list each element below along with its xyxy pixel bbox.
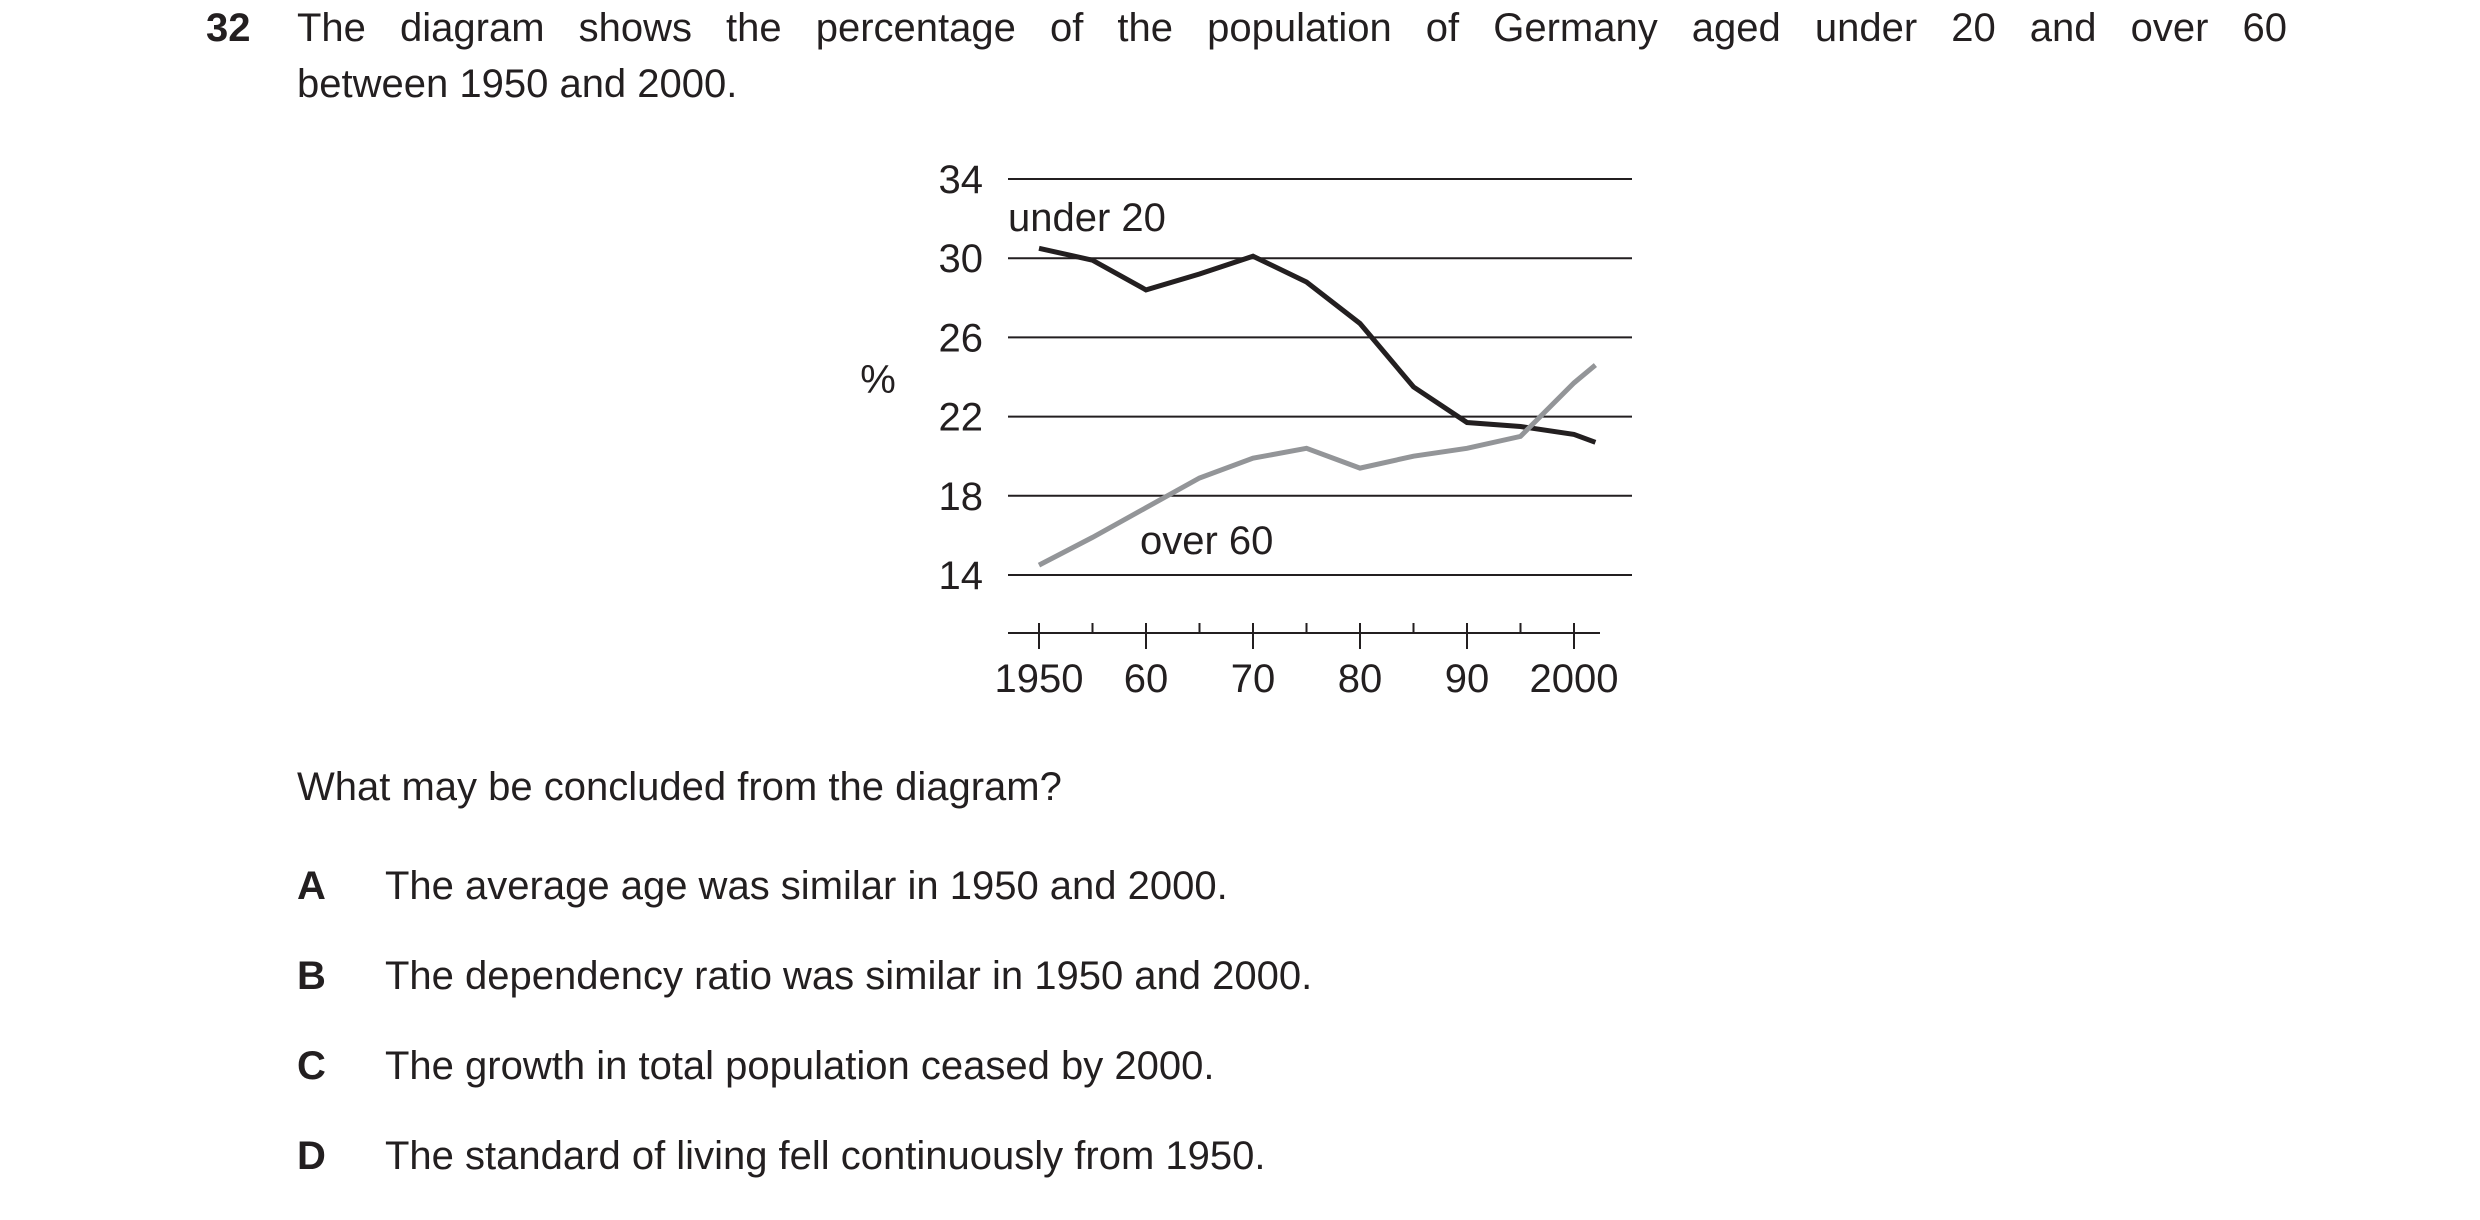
option-b-text: The dependency ratio was similar in 1950 and 2000. (385, 954, 1313, 998)
x-tick-label-80: 80 (1337, 657, 1383, 701)
series-line-under-20 (1039, 248, 1595, 442)
option-a-text: The average age was similar in 1950 and 2000. (385, 864, 1228, 908)
x-tick-label-2000: 2000 (1529, 657, 1619, 701)
option-b-letter: B (297, 954, 326, 998)
option-d-letter: D (297, 1134, 326, 1178)
question-text-line1: The diagram shows the percentage of the population of Germany aged under 20 and over 60 (297, 6, 2287, 50)
y-tick-label-22: 22 (938, 395, 983, 440)
y-tick-label-26: 26 (938, 316, 983, 361)
question-number: 32 (206, 6, 251, 50)
question-prompt: What may be concluded from the diagram? (297, 765, 1062, 809)
question-text-line2: between 1950 and 2000. (297, 62, 738, 106)
x-tick-label-60: 60 (1123, 657, 1169, 701)
x-tick-label-70: 70 (1230, 657, 1276, 701)
series-label-over-60: over 60 (1140, 519, 1274, 563)
x-tick-label-90: 90 (1444, 657, 1490, 701)
y-tick-label-34: 34 (938, 158, 983, 202)
series-label-under-20: under 20 (1008, 196, 1166, 240)
y-axis-label: % (860, 358, 896, 402)
x-tick-label-1950: 1950 (994, 657, 1084, 701)
y-tick-label-18: 18 (938, 474, 983, 519)
y-tick-label-30: 30 (938, 237, 983, 282)
option-c-text: The growth in total population ceased by 2000. (385, 1044, 1215, 1088)
y-tick-label-14: 14 (938, 554, 983, 598)
option-d-text: The standard of living fell continuously from 1950. (385, 1134, 1266, 1178)
series-line-over-60 (1039, 365, 1595, 565)
option-c-letter: C (297, 1044, 326, 1088)
option-a-letter: A (297, 864, 326, 908)
